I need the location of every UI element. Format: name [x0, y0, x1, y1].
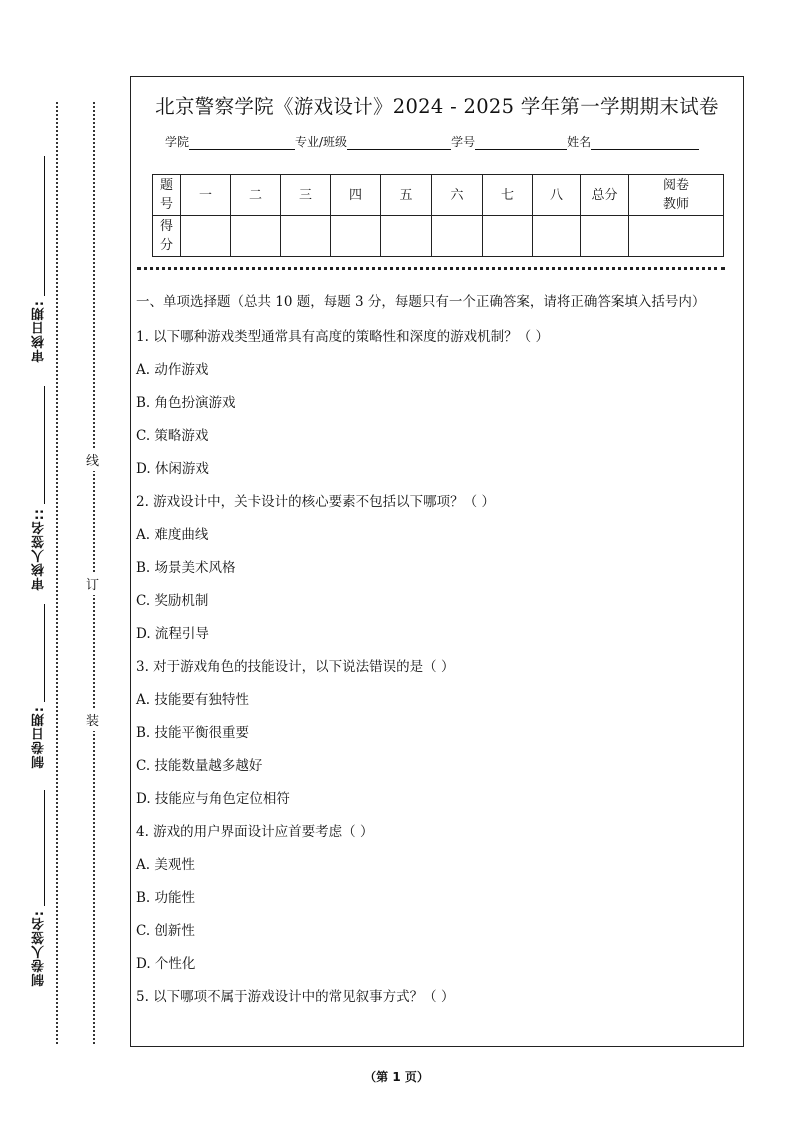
score-header-row	[153, 175, 724, 216]
answer-option: D. 技能应与角色定位相符	[136, 791, 290, 807]
reviewer-signature-label: 审核人签名::	[32, 508, 47, 591]
question-stem: 4. 游戏的用户界面设计应首要考虑（ ）	[136, 824, 374, 840]
question-stem: 2. 游戏设计中，关卡设计的核心要素不包括以下哪项？（ ）	[136, 494, 495, 510]
student-info-row	[165, 133, 699, 150]
score-col-total: 总分	[581, 175, 629, 216]
answer-option: A. 动作游戏	[136, 362, 209, 378]
question-number-label: 题 号	[153, 175, 181, 216]
score-cell[interactable]	[581, 216, 629, 257]
score-col-3: 三	[281, 175, 331, 216]
major-label: 专业/班级	[295, 135, 348, 149]
score-cell[interactable]	[432, 216, 483, 257]
score-cell[interactable]	[381, 216, 432, 257]
answer-option: C. 技能数量越多越好	[136, 758, 263, 774]
reviewer-signature-line	[44, 386, 45, 504]
score-col-1: 一	[181, 175, 231, 216]
score-table	[152, 174, 724, 257]
score-cell[interactable]	[181, 216, 231, 257]
maker-signature-label: 制卷人签名:	[32, 910, 47, 987]
review-date-label: 审核日期:	[32, 300, 47, 363]
answer-option: B. 功能性	[136, 890, 196, 906]
score-col-8: 八	[533, 175, 581, 216]
exam-title: 北京警察学院《游戏设计》2024 - 2025 学年第一学期期末试卷	[155, 95, 719, 118]
score-value-row	[153, 216, 724, 257]
college-label: 学院	[165, 135, 190, 149]
answer-option: C. 奖励机制	[136, 593, 209, 609]
binding-char-line: 线	[86, 448, 99, 471]
make-date-label: 制卷日期:	[32, 706, 47, 769]
answer-option: D. 流程引导	[136, 626, 209, 642]
page-number: （第 1 页）	[364, 1070, 429, 1084]
score-cell[interactable]	[533, 216, 581, 257]
student-id-field[interactable]	[475, 135, 567, 150]
binding-char-order: 订	[86, 572, 99, 595]
answer-option: B. 场景美术风格	[136, 560, 236, 576]
score-col-4: 四	[331, 175, 381, 216]
answer-option: A. 美观性	[136, 857, 195, 873]
answer-option: A. 技能要有独特性	[136, 692, 249, 708]
score-label: 得 分	[153, 216, 181, 257]
dotted-separator	[137, 267, 725, 270]
score-col-5: 五	[381, 175, 432, 216]
answer-option: A. 难度曲线	[136, 527, 209, 543]
section-heading: 一、单项选择题（总共 10 题，每题 3 分，每题只有一个正确答案，请将正确答案填入括号内）	[136, 294, 706, 310]
name-field[interactable]	[591, 135, 699, 150]
binding-dotted-line	[56, 102, 58, 1044]
score-cell[interactable]	[629, 216, 724, 257]
binding-char-fold: 装	[86, 708, 99, 731]
name-label: 姓名	[567, 135, 592, 149]
question-stem: 1. 以下哪种游戏类型通常具有高度的策略性和深度的游戏机制？（ ）	[136, 329, 549, 345]
answer-option: B. 角色扮演游戏	[136, 395, 236, 411]
score-col-2: 二	[231, 175, 281, 216]
college-field[interactable]	[189, 135, 295, 150]
question-content	[136, 291, 735, 1014]
score-col-6: 六	[432, 175, 483, 216]
score-cell[interactable]	[331, 216, 381, 257]
review-date-line	[44, 156, 45, 296]
score-cell[interactable]	[231, 216, 281, 257]
answer-option: C. 创新性	[136, 923, 195, 939]
exam-frame	[130, 76, 744, 1047]
score-cell[interactable]	[281, 216, 331, 257]
answer-option: D. 休闲游戏	[136, 461, 209, 477]
answer-option: B. 技能平衡很重要	[136, 725, 250, 741]
question-stem: 5. 以下哪项不属于游戏设计中的常见叙事方式？（ ）	[136, 989, 455, 1005]
score-cell[interactable]	[483, 216, 533, 257]
score-col-grader: 阅卷 教师	[629, 175, 724, 216]
student-id-label: 学号	[451, 135, 476, 149]
maker-signature-line	[44, 790, 45, 906]
major-field[interactable]	[347, 135, 451, 150]
make-date-line	[44, 604, 45, 702]
score-col-7: 七	[483, 175, 533, 216]
answer-option: C. 策略游戏	[136, 428, 209, 444]
answer-option: D. 个性化	[136, 956, 196, 972]
question-stem: 3. 对于游戏角色的技能设计，以下说法错误的是（ ）	[136, 659, 455, 675]
